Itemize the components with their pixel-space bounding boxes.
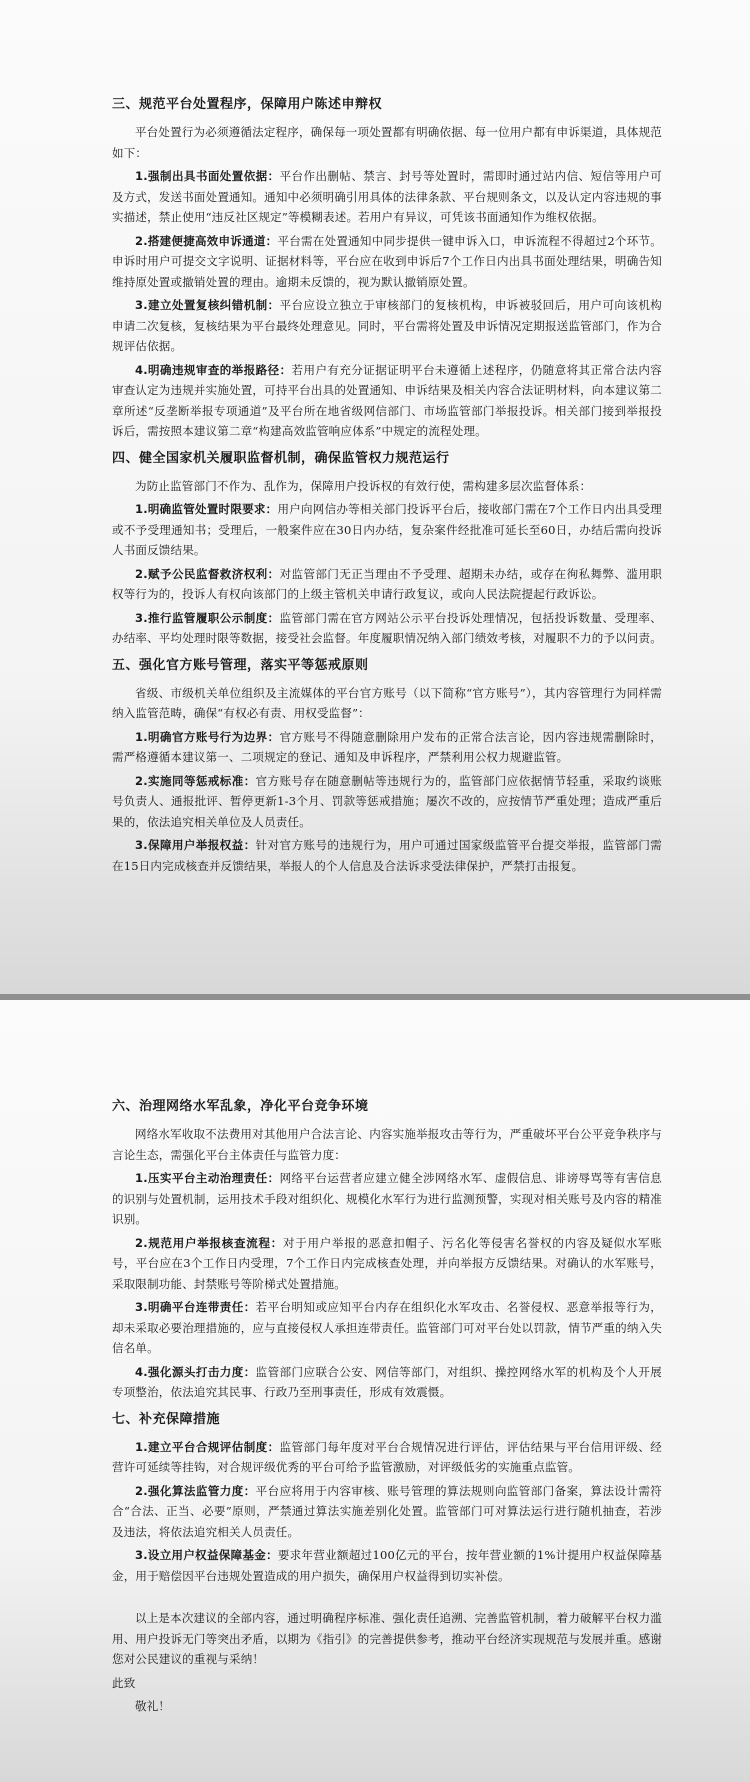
item-label: 2.强化算法监管力度： xyxy=(135,1483,256,1498)
section-4-intro: 为防止监管部门不作为、乱作为，保障用户投诉权的有效行使，需构建多层次监督体系： xyxy=(135,478,592,493)
section-7-item-2 xyxy=(112,1481,662,1543)
section-6-heading: 六、治理网络水军乱象，净化平台竞争环境 xyxy=(112,1099,369,1114)
item-label: 4.明确违规审查的举报路径： xyxy=(135,362,292,377)
section-3-heading: 三、规范平台处置程序，保障用户陈述申辩权 xyxy=(112,97,383,112)
item-text: 监管部门每年度对平台合规情况进行评估，评估结果与平台信用评级、经营许可延续等挂钩，对合规评级优秀的平台可给予监管激励，对评级低劣的实施重点监管。 xyxy=(112,1439,662,1474)
section-5-heading: 五、强化官方账号管理，落实平等惩戒原则 xyxy=(112,657,369,673)
item-text: 平台应将用于内容审核、账号管理的算法规则向监管部门备案，算法设计需符合“合法、正当、必要”原则，严禁通过算法实施差别化处置。监管部门可对算法运行进行随机抽查，若涉及违法，将依法追究相关人员责任。 xyxy=(112,1483,663,1539)
item-text: 官方账号不得随意删除用户发布的正常合法言论，因内容违规需删除时，需严格遵循本建议第一、二项规定的登记、通知及申诉程序，严禁利用公权力规避监管。 xyxy=(112,729,662,764)
item-label: 2.实施同等惩戒标准： xyxy=(135,773,256,788)
section-3-item-4 xyxy=(112,360,662,442)
section-7-heading: 七、补充保障措施 xyxy=(112,1411,221,1427)
section-7-item-3 xyxy=(112,1545,662,1586)
item-label: 3.推行监管履职公示制度： xyxy=(135,610,280,625)
item-label: 1.强制出具书面处置依据： xyxy=(135,169,280,183)
section-5-intro: 省级、市级机关单位组织及主流媒体的平台官方账号（以下简称“官方账号”），其内容管理行为同样需纳入监管范畴，确保“有权必有责、用权受监督”： xyxy=(112,685,662,720)
section-5-item-3 xyxy=(112,835,662,876)
item-text: 官方账号存在随意删帖等违规行为的，监管部门应依据情节轻重，采取约谈账号负责人、通报批评、暂停更新1-3个月、罚款等惩戒措施；屡次不改的，应按情节严重处理；造成严重后果的，依法追究相关单位及人员责任。 xyxy=(112,773,663,829)
section-4-item-1 xyxy=(112,499,662,561)
item-text: 对于用户举报的恶意扣帽子、污名化等侵害名誉权的内容及疑似水军账号，平台应在3个工作日内受理，7个工作日内完成核查处理，并向举报方反馈结果。对确认的水军账号，采取限制功能、封禁账号等阶梯式处置措施。 xyxy=(112,1235,662,1291)
item-label: 2.规范用户举报核查流程： xyxy=(135,1235,283,1250)
item-label: 1.建立平台合规评估制度： xyxy=(135,1439,280,1454)
salutation-line-2: 敬礼！ xyxy=(135,1699,171,1713)
item-text: 平台应设立独立于审核部门的复核机构，申诉被驳回后，用户可向该机构申请二次复核，复核结果为平台最终处理意见。同时，平台需将处置及申诉情况定期报送监管部门，作为合规评估依据。 xyxy=(112,298,662,353)
item-text: 监管部门应联合公安、网信等部门，对组织、操控网络水军的机构及个人开展专项整治，依法追究其民事、行政乃至刑事责任，形成有效震慑。 xyxy=(112,1364,663,1399)
item-text: 针对官方账号的违规行为，用户可通过国家级监管平台提交举报，监管部门需在15日内完成核查并反馈结果，举报人的个人信息及合法诉求受法律保护，严禁打击报复。 xyxy=(112,838,663,873)
section-7-item-1 xyxy=(112,1437,662,1478)
item-label: 1.明确监管处置时限要求： xyxy=(135,502,278,516)
section-6-item-4 xyxy=(112,1362,662,1403)
closing-paragraph: 以上是本次建议的全部内容，通过明确程序标准、强化责任追溯、完善监管机制，着力破解平台权力滥用、用户投诉无门等突出矛盾，以期为《指引》的完善提供参考，推动平台经济实现规范与发展并重。感谢您对公民建议的重视与采纳！ xyxy=(112,1611,662,1666)
section-4-heading: 四、健全国家机关履职监督机制，确保监管权力规范运行 xyxy=(112,450,450,466)
item-label: 2.搭建便捷高效申诉通道： xyxy=(135,233,278,248)
item-label: 3.建立处置复核纠错机制： xyxy=(135,298,280,312)
item-label: 3.明确平台连带责任： xyxy=(135,1300,256,1314)
item-label: 3.保障用户举报权益： xyxy=(135,838,256,852)
item-text: 监管部门需在官方网站公示平台投诉处理情况，包括投诉数量、受理率、办结率、平均处理时限等数据，接受社会监督。年度履职情况纳入部门绩效考核，对履职不力的予以问责。 xyxy=(112,610,662,645)
item-text: 若平台明知或应知平台内存在组织化水军攻击、名誉侵权、恶意举报等行为，却未采取必要治理措施的，应与直接侵权人承担连带责任。监管部门可对平台处以罚款，情节严重的纳入失信名单。 xyxy=(112,1300,663,1355)
item-label: 4.强化源头打击力度： xyxy=(135,1364,256,1379)
section-6-intro: 网络水军收取不法费用对其他用户合法言论、内容实施举报攻击等行为，严重破坏平台公平竞争秩序与言论生态，需强化平台主体责任与监管力度： xyxy=(112,1127,662,1162)
section-3-intro: 平台处置行为必须遵循法定程序，确保每一项处置都有明确依据、每一位用户都有申诉渠道，具体规范如下： xyxy=(112,125,662,160)
section-3-item-1 xyxy=(112,166,662,228)
item-text: 若用户有充分证据证明平台未遵循上述程序，仍随意将其正常合法内容审查认定为违规并实施处置，可持平台出具的处置通知、申诉结果及相关内容合法证明材料，向本建议第二章所述“反垄断举报专项通道”及平台所在地省级网信部门、市场监管部门举报投诉。相关部门接到举报投诉后，需按照本建议第二章“构建高效监管响应体系”中规定的流程处理。 xyxy=(112,362,663,438)
item-text: 对监管部门无正当理由不予受理、超期未办结，或存在徇私舞弊、滥用职权等行为的，投诉人有权向该部门的上级主管机关申请行政复议，或向人民法院提起行政诉讼。 xyxy=(112,566,662,601)
section-4-item-2 xyxy=(112,564,662,605)
section-6-item-2 xyxy=(112,1233,662,1295)
item-label: 1.压实平台主动治理责任： xyxy=(135,1171,280,1185)
item-label: 3.设立用户权益保障基金： xyxy=(135,1548,278,1562)
item-text: 平台作出删帖、禁言、封号等处置时，需即时通过站内信、短信等用户可及方式，发送书面处置通知。通知中必须明确引用具体的法律条款、平台规则条文，以及认定内容违规的事实描述，禁止使用“违反社区规定”等模糊表述。若用户有异议，可凭该书面通知作为维权依据。 xyxy=(112,169,662,224)
section-3-item-3 xyxy=(112,295,662,357)
section-6-item-3 xyxy=(112,1297,662,1359)
section-6-item-1 xyxy=(112,1168,662,1230)
item-label: 1.明确官方账号行为边界： xyxy=(135,729,280,744)
section-3-item-2 xyxy=(112,231,662,293)
section-4-item-3 xyxy=(112,608,662,649)
section-5-item-2 xyxy=(112,771,662,833)
item-text: 网络平台运营者应建立健全涉网络水军、虚假信息、诽谤辱骂等有害信息的识别与处置机制，运用技术手段对组织化、规模化水军行为进行监测预警，实现对相关账号及内容的精准识别。 xyxy=(112,1171,662,1226)
section-5-item-1 xyxy=(112,727,662,768)
item-text: 用户向网信办等相关部门投诉平台后，接收部门需在7个工作日内出具受理或不予受理通知书；受理后，一般案件应在30日内办结，复杂案件经批准可延长至60日，办结后需向投诉人书面反馈结果。 xyxy=(112,502,662,557)
salutation-line-1: 此致 xyxy=(112,1675,136,1690)
item-label: 2.赋予公民监督救济权利： xyxy=(135,566,280,581)
item-text: 平台需在处置通知中同步提供一键申诉入口，申诉流程不得超过2个环节。申诉时用户可提交文字说明、证据材料等，平台应在收到申诉后7个工作日内出具书面处理结果，明确告知维持原处置或撤销处置的理由。逾期未反馈的，视为默认撤销原处置。 xyxy=(112,233,662,289)
item-text: 要求年营业额超过100亿元的平台，按年营业额的1%计提用户权益保障基金，用于赔偿因平台违规处置造成的用户损失，确保用户权益得到切实补偿。 xyxy=(112,1548,662,1583)
document-page-2 xyxy=(0,1000,750,1782)
